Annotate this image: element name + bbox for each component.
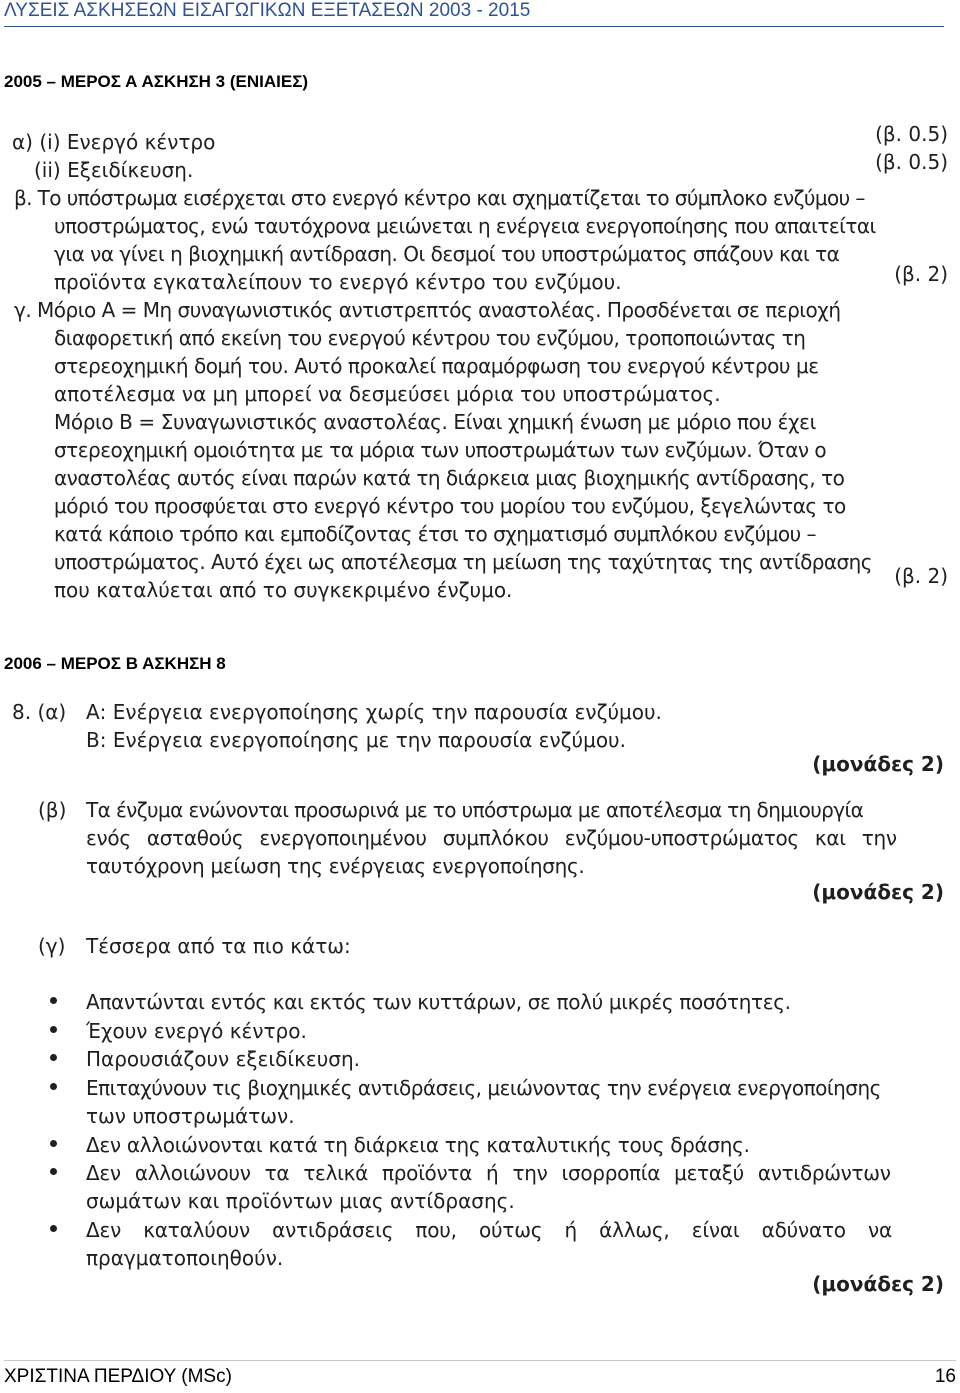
footer-author: ΧΡΙΣΤΙΝΑ ΠΕΡΔΙΟΥ (MSc) — [4, 1366, 232, 1387]
answer-line: α) (i) Ενεργό κέντρο — [12, 130, 216, 154]
bullet — [50, 1054, 57, 1061]
points-mark: (β. 2) — [894, 262, 948, 286]
answer-line: διαφορετική από εκείνη του ενεργού κέντρου του ενζύμου, τροποποιώντας τη — [54, 326, 806, 350]
answer-line: που καταλύεται από το συγκεκριμένο ένζυμο. — [54, 578, 513, 602]
page-footer — [4, 1360, 956, 1393]
list-item: Παρουσιάζουν εξειδίκευση. — [86, 1047, 360, 1071]
item-label-a: 8. (α) — [12, 700, 67, 724]
answer-line: για να γίνει η βιοχημική αντίδραση. Οι δεσμοί του υποστρώματος σπάζουν και τα — [54, 242, 840, 266]
points-mark: (β. 2) — [894, 564, 948, 588]
answer-line: αποτέλεσμα να μη μπορεί να δεσμεύσει μόρια του υποστρώματος. — [54, 382, 721, 406]
answer-line: υποστρώματος. Αυτό έχει ως αποτέλεσμα τη μείωση της ταχύτητας της αντίδρασης — [54, 550, 872, 574]
bullet — [50, 1083, 57, 1090]
bullet — [50, 1168, 57, 1175]
list-item: Έχουν ενεργό κέντρο. — [86, 1019, 307, 1043]
answer-line: προϊόντα εγκαταλείπουν το ενεργό κέντρο του ενζύμου. — [54, 270, 622, 294]
bullet — [50, 1225, 57, 1232]
answer-line: Β: Ενέργεια ενεργοποίησης με την παρουσία ενζύμου. — [86, 728, 626, 752]
list-item: Απαντώνται εντός και εκτός των κυττάρων, σε πολύ μικρές ποσότητες. — [86, 990, 791, 1014]
answer-line: Τέσσερα από τα πιο κάτω: — [86, 934, 351, 958]
points-mark: (β. 0.5) — [875, 122, 948, 146]
points-mark: (β. 0.5) — [875, 150, 948, 174]
answer-line: Τα ένζυμα ενώνονται προσωρινά με το υπόστρωμα με αποτέλεσμα τη δημιουργία — [86, 798, 864, 822]
points-mark: (μονάδες 2) — [812, 752, 944, 776]
scanned-answer-2005 — [0, 120, 960, 600]
answer-line: μόριό του προσφύεται στο ενεργό κέντρο του μορίου του ενζύμου, ξεγελώντας το — [54, 494, 846, 518]
bullet — [50, 997, 57, 1004]
answer-line: γ. Μόριο Α = Μη συναγωνιστικός αντιστρεπτός αναστολέας. Προσδένεται σε περιοχή — [14, 298, 841, 322]
answer-line: Α: Ενέργεια ενεργοποίησης χωρίς την παρουσία ενζύμου. — [86, 700, 662, 724]
answer-line: στερεοχημική δομή του. Αυτό προκαλεί παραμόρφωση του ενεργού κέντρου με — [54, 354, 819, 378]
answer-line: Μόριο Β = Συναγωνιστικός αναστολέας. Είναι χημική ένωση με μόριο που έχει — [54, 410, 816, 434]
page-header — [4, 0, 944, 27]
page-number: 16 — [934, 1366, 956, 1387]
answer-line: β. Το υπόστρωμα εισέρχεται στο ενεργό κέντρο και σχηματίζεται το σύμπλοκο ενζύμου – — [14, 186, 865, 210]
answer-line: ταυτόχρονη μείωση της ενέργειας ενεργοποίησης. — [86, 854, 585, 878]
list-item-continued: των υποστρωμάτων. — [86, 1104, 295, 1128]
item-label-b: (β) — [38, 798, 67, 822]
list-item: Επιταχύνουν τις βιοχημικές αντιδράσεις, μειώνοντας την ενέργεια ενεργοποίησης — [86, 1076, 881, 1100]
item-label-c: (γ) — [38, 934, 66, 958]
list-item: Δεν αλλοιώνονται κατά τη διάρκεια της καταλυτικής τους δράσης. — [86, 1133, 750, 1157]
bullet — [50, 1026, 57, 1033]
list-item: Δεν αλλοιώνουν τα τελικά προϊόντα ή την ισορροπία μεταξύ αντιδρώντων — [86, 1161, 891, 1185]
section-title-2006: 2006 – ΜΕΡΟΣ Β ΑΣΚΗΣΗ 8 — [4, 654, 226, 673]
points-mark: (μονάδες 2) — [812, 880, 944, 904]
list-item-continued: σωμάτων και προϊόντων μιας αντίδρασης. — [86, 1189, 515, 1213]
answer-line: κατά κάποιο τρόπο και εμποδίζοντας έτσι το σχηματισμό συμπλόκου ενζύμου – — [54, 522, 817, 546]
list-item: Δεν καταλύουν αντιδράσεις που, ούτως ή άλλως, είναι αδύνατο να — [86, 1218, 892, 1242]
answer-line: (ii) Εξειδίκευση. — [34, 158, 194, 182]
bullet — [50, 1140, 57, 1147]
answer-line: στερεοχημική ομοιότητα με τα μόρια των υποστρωμάτων των ενζύμων. Όταν ο — [54, 438, 827, 462]
section-title-2005: 2005 – ΜΕΡΟΣ Α ΑΣΚΗΣΗ 3 (ΕΝΙΑΙΕΣ) — [4, 72, 309, 91]
header-title: ΛΥΣΕΙΣ ΑΣΚΗΣΕΩΝ ΕΙΣΑΓΩΓΙΚΩΝ ΕΞΕΤΑΣΕΩΝ 2003 - 2015 — [4, 0, 531, 21]
answer-line: αναστολέας αυτός είναι παρών κατά τη διάρκεια μιας βιοχημικής αντίδρασης, το — [54, 466, 845, 490]
scanned-answer-2006 — [0, 696, 960, 1306]
list-item-continued: πραγματοποιηθούν. — [86, 1246, 284, 1270]
points-mark: (μονάδες 2) — [812, 1272, 944, 1296]
answer-line: ενός ασταθούς ενεργοποιημένου συμπλόκου ενζύμου-υποστρώματος και την — [86, 826, 897, 850]
answer-line: υποστρώματος, ενώ ταυτόχρονα μειώνεται η ενέργεια ενεργοποίησης που απαιτείται — [54, 214, 876, 238]
